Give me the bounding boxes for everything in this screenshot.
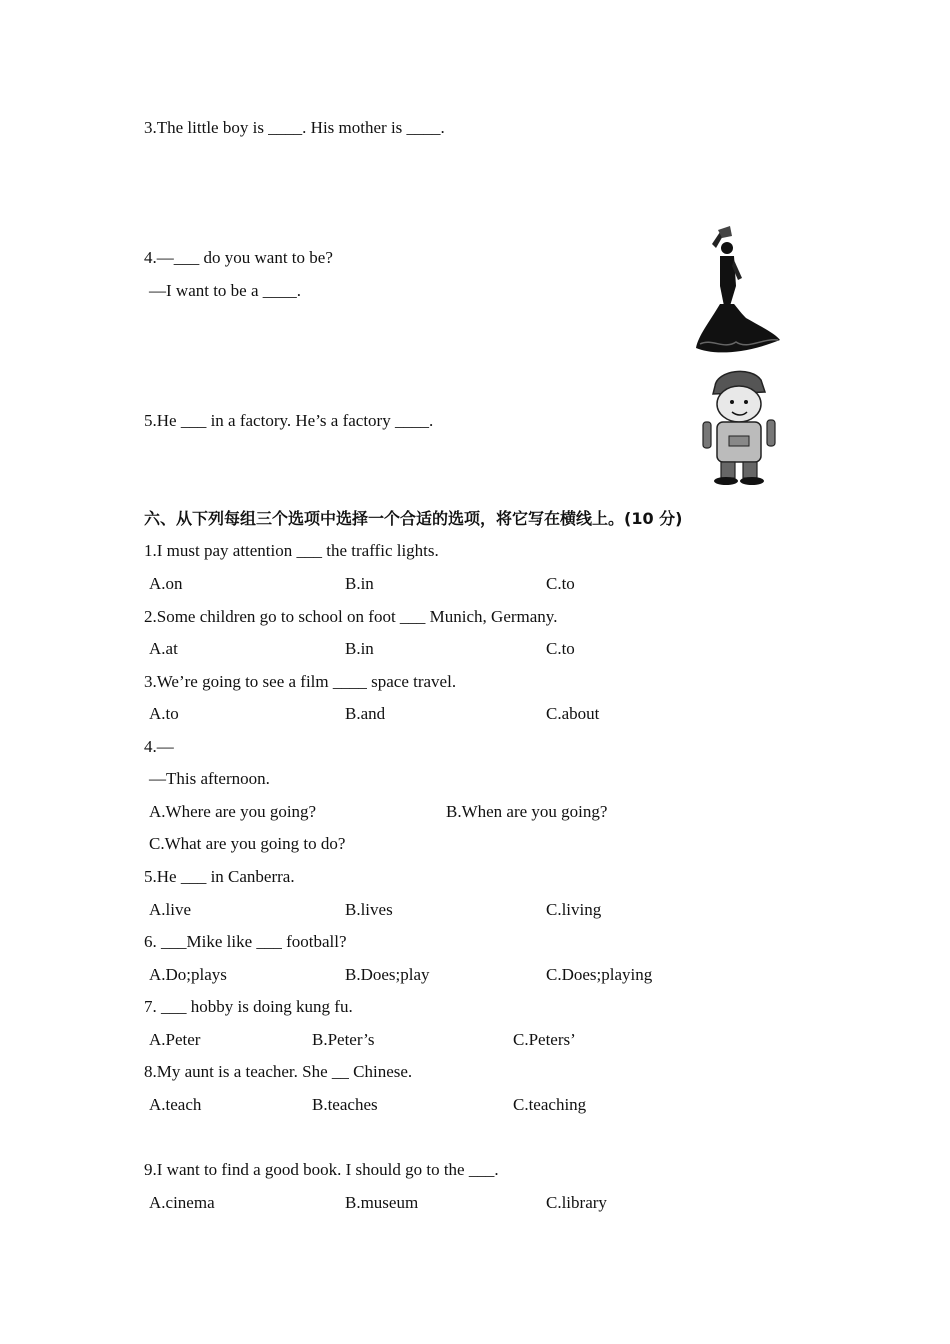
option-a: A.on [149,574,183,593]
option-c: C.Does;playing [546,965,653,984]
option-b: B.museum [345,1193,419,1212]
section-6-title: 六、从下列每组三个选项中选择一个合适的选项，将它写在横线上。(10 分) [144,509,683,528]
option-b: B.and [345,704,386,723]
question-reply: —This afternoon. [149,769,270,788]
option-a: A.Peter [149,1030,201,1049]
option-c: C.What are you going to do? [149,834,346,853]
option-b: B.teaches [312,1095,378,1114]
option-b: B.Peter’s [312,1030,375,1049]
option-c: C.Peters’ [513,1030,576,1049]
question-4-prompt: 4.—___ do you want to be? [144,248,333,267]
option-b: B.Does;play [345,965,430,984]
question-text: 3.We’re going to see a film ____ space travel. [144,672,457,691]
option-c: C.library [546,1193,607,1212]
question-text: 8.My aunt is a teacher. She __ Chinese. [144,1062,413,1081]
option-b: B.in [345,639,374,658]
option-a: A.to [149,704,179,723]
question-text: 2.Some children go to school on foot ___ Munich, Germany. [144,607,558,626]
question-text: 5.He ___ in Canberra. [144,867,295,886]
question-5: 5.He ___ in a factory. He’s a factory ____. [144,411,434,430]
option-c: C.to [546,574,575,593]
dancer-illustration [690,226,786,356]
option-b: B.in [345,574,374,593]
question-text: 9.I want to find a good book. I should go to the ___. [144,1160,499,1179]
question-3: 3.The little boy is ____. His mother is ____. [144,118,445,137]
question-4-answer: —I want to be a ____. [149,281,302,300]
option-c: C.living [546,900,602,919]
question-text: 6. ___Mike like ___ football? [144,932,347,951]
option-c: C.teaching [513,1095,587,1114]
option-a: A.at [149,639,178,658]
option-a: A.live [149,900,192,919]
factory-worker-illustration [699,364,783,486]
option-b: B.lives [345,900,393,919]
option-a: A.cinema [149,1193,215,1212]
question-text: 7. ___ hobby is doing kung fu. [144,997,353,1016]
option-b: B.When are you going? [446,802,608,821]
option-c: C.to [546,639,575,658]
option-c: C.about [546,704,600,723]
question-text: 4.— [144,737,174,756]
option-a: A.Do;plays [149,965,227,984]
option-a: A.teach [149,1095,202,1114]
option-a: A.Where are you going? [149,802,317,821]
question-text: 1.I must pay attention ___ the traffic lights. [144,541,439,560]
